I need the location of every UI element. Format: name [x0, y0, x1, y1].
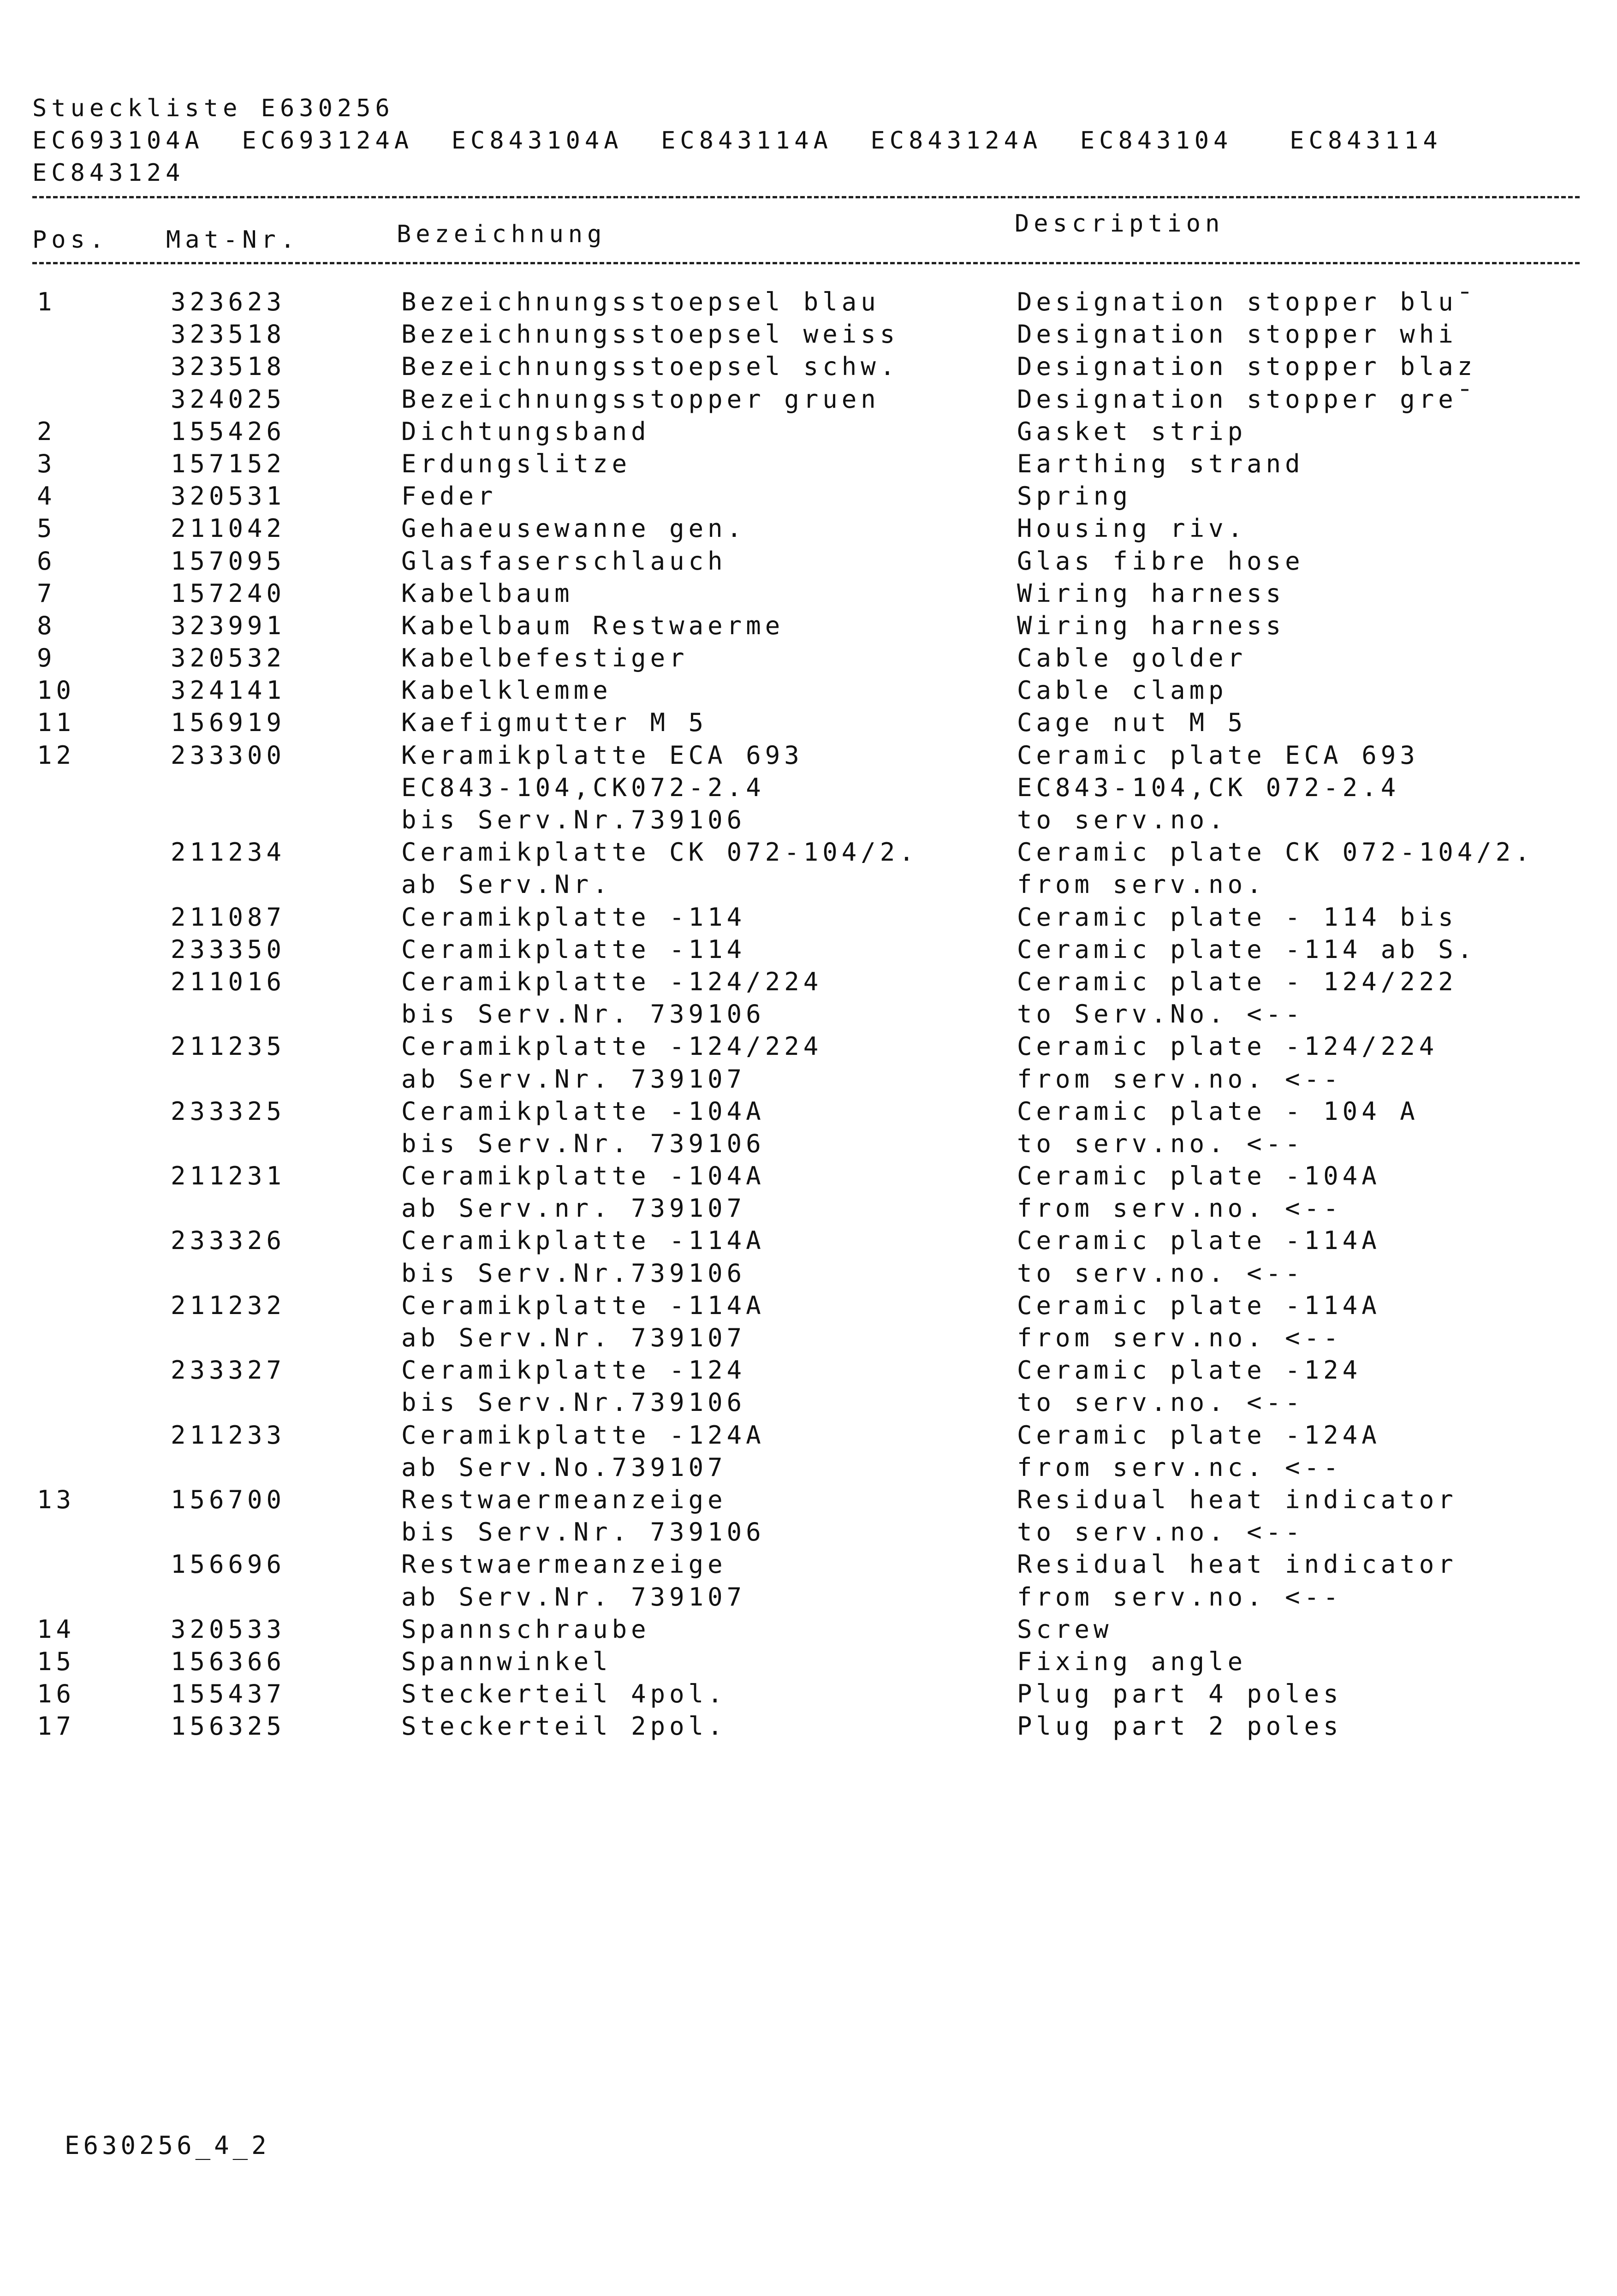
cell-description: Ceramic plate -114A [1017, 1226, 1381, 1255]
cell-bezeichnung: Ceramikplatte -124A [401, 1420, 765, 1450]
cell-mat-nr: 156700 [171, 1485, 286, 1514]
model-list-line-2: EC843124 [32, 159, 185, 187]
table-row [0, 804, 1617, 836]
cell-description: Ceramic plate - 104 A [1017, 1096, 1419, 1126]
cell-description: from serv.no. <-- [1017, 1323, 1343, 1352]
cell-mat-nr: 323518 [171, 320, 286, 349]
table-row [0, 1128, 1617, 1160]
cell-description: Gasket strip [1017, 416, 1247, 446]
cell-description: Ceramic plate -104A [1017, 1161, 1381, 1191]
cell-bezeichnung: Spannschraube [401, 1614, 650, 1644]
cell-pos: 1 [37, 287, 56, 316]
cell-bezeichnung: Ceramikplatte -114A [401, 1226, 765, 1255]
cell-bezeichnung: Ceramikplatte -104A [401, 1096, 765, 1126]
cell-mat-nr: 156325 [171, 1712, 286, 1741]
cell-description: Ceramic plate ECA 693 [1017, 740, 1419, 770]
table-row [0, 1678, 1617, 1710]
cell-description: to serv.no. [1017, 805, 1228, 834]
cell-description: from serv.no. <-- [1017, 1582, 1343, 1612]
cell-bezeichnung: Bezeichnungsstoepsel weiss [401, 320, 899, 349]
table-row [0, 577, 1617, 610]
table-row [0, 1063, 1617, 1095]
cell-bezeichnung: Kabelklemme [401, 676, 612, 705]
cell-description: Designation stopper gre¯ [1017, 384, 1477, 414]
cell-mat-nr: 324141 [171, 676, 286, 705]
table-row [0, 1451, 1617, 1484]
table-row [0, 318, 1617, 351]
cell-description: Spring [1017, 482, 1132, 511]
cell-bezeichnung: Feder [401, 482, 497, 511]
cell-description: Earthing strand [1017, 449, 1304, 478]
cell-mat-nr: 157240 [171, 578, 286, 608]
table-row [0, 836, 1617, 868]
cell-mat-nr: 211233 [171, 1420, 286, 1450]
cell-description: Designation stopper blaz [1017, 352, 1477, 381]
cell-bezeichnung: Ceramikplatte -114 [401, 934, 746, 964]
cell-mat-nr: 320533 [171, 1614, 286, 1644]
cell-bezeichnung: bis Serv.Nr.739106 [401, 805, 746, 834]
cell-bezeichnung: bis Serv.Nr. 739106 [401, 1129, 765, 1158]
cell-mat-nr: 211016 [171, 967, 286, 996]
cell-pos: 7 [37, 578, 56, 608]
cell-bezeichnung: Ceramikplatte -104A [401, 1161, 765, 1191]
parts-table [0, 286, 1617, 1743]
column-header-pos: Pos. [32, 226, 109, 254]
cell-description: to serv.no. <-- [1017, 1388, 1304, 1417]
cell-description: Designation stopper whi [1017, 320, 1457, 349]
cell-description: to serv.no. <-- [1017, 1129, 1304, 1158]
cell-bezeichnung: ab Serv.Nr. 739107 [401, 1582, 746, 1612]
cell-bezeichnung: Keramikplatte ECA 693 [401, 740, 803, 770]
table-row [0, 1548, 1617, 1581]
cell-mat-nr: 323518 [171, 352, 286, 381]
cell-pos: 2 [37, 416, 56, 446]
cell-mat-nr: 157152 [171, 449, 286, 478]
cell-mat-nr: 156919 [171, 708, 286, 738]
table-row [0, 1613, 1617, 1646]
cell-description: Glas fibre hose [1017, 546, 1304, 576]
model-list-line-1: EC693104A EC693124A EC843104A EC843114A EC843124A EC843104 EC843114 [32, 127, 1442, 155]
document-title: Stueckliste E630256 [32, 95, 394, 122]
cell-description: Ceramic plate -124/224 [1017, 1032, 1439, 1061]
cell-pos: 4 [37, 482, 56, 511]
cell-mat-nr: 233327 [171, 1356, 286, 1385]
table-row [0, 1419, 1617, 1451]
table-row [0, 1095, 1617, 1128]
cell-mat-nr: 323991 [171, 611, 286, 640]
cell-pos: 13 [37, 1485, 76, 1514]
cell-description: Cable clamp [1017, 676, 1228, 705]
cell-bezeichnung: Ceramikplatte -114A [401, 1291, 765, 1320]
cell-mat-nr: 155426 [171, 416, 286, 446]
cell-description: Ceramic plate -124 [1017, 1356, 1362, 1385]
cell-pos: 9 [37, 643, 56, 673]
cell-description: to serv.no. <-- [1017, 1258, 1304, 1288]
cell-bezeichnung: Restwaermeanzeige [401, 1550, 727, 1579]
cell-bezeichnung: Erdungslitze [401, 449, 631, 478]
cell-description: Plug part 2 poles [1017, 1712, 1343, 1741]
cell-mat-nr: 233300 [171, 740, 286, 770]
table-row [0, 416, 1617, 448]
cell-description: from serv.no. [1017, 870, 1266, 899]
cell-description: Residual heat indicator [1017, 1550, 1457, 1579]
table-row [0, 934, 1617, 966]
cell-mat-nr: 320532 [171, 643, 286, 673]
table-row [0, 1581, 1617, 1613]
cell-description: Ceramic plate - 114 bis [1017, 902, 1457, 932]
cell-bezeichnung: bis Serv.Nr.739106 [401, 1388, 746, 1417]
cell-bezeichnung: Restwaermeanzeige [401, 1485, 727, 1514]
cell-mat-nr: 156366 [171, 1647, 286, 1676]
column-header-mat-nr: Mat-Nr. [166, 226, 300, 254]
cell-description: to serv.no. <-- [1017, 1517, 1304, 1547]
table-row [0, 286, 1617, 318]
cell-description: from serv.no. <-- [1017, 1064, 1343, 1094]
cell-mat-nr: 233326 [171, 1226, 286, 1255]
cell-pos: 16 [37, 1679, 76, 1709]
cell-pos: 8 [37, 611, 56, 640]
cell-description: Ceramic plate -114A [1017, 1291, 1381, 1320]
cell-description: Plug part 4 poles [1017, 1679, 1343, 1709]
cell-bezeichnung: EC843-104,CK072-2.4 [401, 773, 765, 802]
cell-mat-nr: 156696 [171, 1550, 286, 1579]
table-row [0, 966, 1617, 998]
table-row [0, 351, 1617, 383]
cell-pos: 12 [37, 740, 76, 770]
table-row [0, 998, 1617, 1030]
cell-bezeichnung: Bezeichnungsstopper gruen [401, 384, 880, 414]
cell-description: Ceramic plate - 124/222 [1017, 967, 1457, 996]
cell-bezeichnung: ab Serv.nr. 739107 [401, 1194, 746, 1223]
cell-mat-nr: 320531 [171, 482, 286, 511]
cell-description: from serv.nc. <-- [1017, 1452, 1343, 1482]
cell-bezeichnung: Kabelbefestiger [401, 643, 689, 673]
table-row [0, 1322, 1617, 1354]
cell-bezeichnung: bis Serv.Nr.739106 [401, 1258, 746, 1288]
cell-bezeichnung: ab Serv.Nr. [401, 870, 612, 899]
cell-bezeichnung: Kaefigmutter M 5 [401, 708, 708, 738]
cell-description: Residual heat indicator [1017, 1485, 1457, 1514]
table-row [0, 1160, 1617, 1192]
cell-bezeichnung: ab Serv.Nr. 739107 [401, 1064, 746, 1094]
cell-mat-nr: 233325 [171, 1096, 286, 1126]
table-row [0, 448, 1617, 480]
cell-bezeichnung: Spannwinkel [401, 1647, 612, 1676]
cell-description: to Serv.No. <-- [1017, 999, 1304, 1029]
table-row [0, 868, 1617, 901]
table-row [0, 545, 1617, 577]
cell-bezeichnung: Kabelbaum Restwaerme [401, 611, 785, 640]
cell-description: Wiring harness [1017, 578, 1285, 608]
cell-bezeichnung: Glasfaserschlauch [401, 546, 727, 576]
cell-description: from serv.no. <-- [1017, 1194, 1343, 1223]
cell-pos: 11 [37, 708, 76, 738]
cell-mat-nr: 323623 [171, 287, 286, 316]
table-row [0, 1290, 1617, 1322]
table-row [0, 772, 1617, 804]
cell-description: Housing riv. [1017, 514, 1247, 543]
cell-pos: 10 [37, 676, 76, 705]
cell-description: Ceramic plate -124A [1017, 1420, 1381, 1450]
cell-mat-nr: 324025 [171, 384, 286, 414]
cell-mat-nr: 211235 [171, 1032, 286, 1061]
table-row [0, 1710, 1617, 1743]
table-row [0, 674, 1617, 707]
cell-bezeichnung: Steckerteil 4pol. [401, 1679, 727, 1709]
cell-pos: 17 [37, 1712, 76, 1741]
table-row [0, 512, 1617, 545]
document-footer-id: E630256_4_2 [65, 2131, 270, 2160]
cell-bezeichnung: Steckerteil 2pol. [401, 1712, 727, 1741]
table-row [0, 901, 1617, 934]
cell-bezeichnung: Dichtungsband [401, 416, 650, 446]
cell-mat-nr: 157095 [171, 546, 286, 576]
table-row [0, 480, 1617, 512]
cell-bezeichnung: Ceramikplatte -124 [401, 1356, 746, 1385]
table-row [0, 1354, 1617, 1386]
cell-description: Cable golder [1017, 643, 1247, 673]
table-row [0, 1030, 1617, 1063]
cell-description: Ceramic plate CK 072-104/2. [1017, 838, 1534, 867]
table-row [0, 642, 1617, 674]
cell-description: Cage nut M 5 [1017, 708, 1247, 738]
cell-bezeichnung: Ceramikplatte -124/224 [401, 967, 823, 996]
header-divider-bottom [32, 262, 1580, 264]
cell-bezeichnung: bis Serv.Nr. 739106 [401, 1517, 765, 1547]
cell-bezeichnung: Bezeichnungsstoepsel schw. [401, 352, 899, 381]
table-row [0, 1192, 1617, 1225]
table-row [0, 739, 1617, 772]
cell-description: Ceramic plate -114 ab S. [1017, 934, 1477, 964]
cell-pos: 14 [37, 1614, 76, 1644]
table-row [0, 1257, 1617, 1290]
cell-bezeichnung: Ceramikplatte -114 [401, 902, 746, 932]
table-row [0, 383, 1617, 416]
cell-description: Screw [1017, 1614, 1113, 1644]
cell-bezeichnung: Gehaeusewanne gen. [401, 514, 746, 543]
cell-pos: 5 [37, 514, 56, 543]
cell-mat-nr: 211231 [171, 1161, 286, 1191]
cell-bezeichnung: Bezeichnungsstoepsel blau [401, 287, 880, 316]
table-row [0, 1225, 1617, 1257]
cell-description: Designation stopper blu¯ [1017, 287, 1477, 316]
cell-pos: 6 [37, 546, 56, 576]
cell-bezeichnung: ab Serv.No.739107 [401, 1452, 727, 1482]
table-row [0, 1484, 1617, 1516]
cell-bezeichnung: Ceramikplatte -124/224 [401, 1032, 823, 1061]
header-divider-top [32, 196, 1580, 198]
cell-bezeichnung: Kabelbaum [401, 578, 574, 608]
cell-description: EC843-104,CK 072-2.4 [1017, 773, 1400, 802]
cell-mat-nr: 211087 [171, 902, 286, 932]
table-row [0, 610, 1617, 642]
cell-bezeichnung: ab Serv.Nr. 739107 [401, 1323, 746, 1352]
cell-mat-nr: 211234 [171, 838, 286, 867]
cell-pos: 3 [37, 449, 56, 478]
cell-mat-nr: 233350 [171, 934, 286, 964]
table-row [0, 1386, 1617, 1419]
cell-bezeichnung: Ceramikplatte CK 072-104/2. [401, 838, 918, 867]
cell-mat-nr: 155437 [171, 1679, 286, 1709]
table-row [0, 707, 1617, 739]
cell-bezeichnung: bis Serv.Nr. 739106 [401, 999, 765, 1029]
cell-description: Fixing angle [1017, 1647, 1247, 1676]
table-row [0, 1646, 1617, 1678]
column-header-description: Description [1015, 210, 1225, 238]
cell-pos: 15 [37, 1647, 76, 1676]
cell-description: Wiring harness [1017, 611, 1285, 640]
cell-mat-nr: 211042 [171, 514, 286, 543]
table-row [0, 1516, 1617, 1548]
cell-mat-nr: 211232 [171, 1291, 286, 1320]
column-header-bezeichnung: Bezeichnung [397, 220, 606, 248]
